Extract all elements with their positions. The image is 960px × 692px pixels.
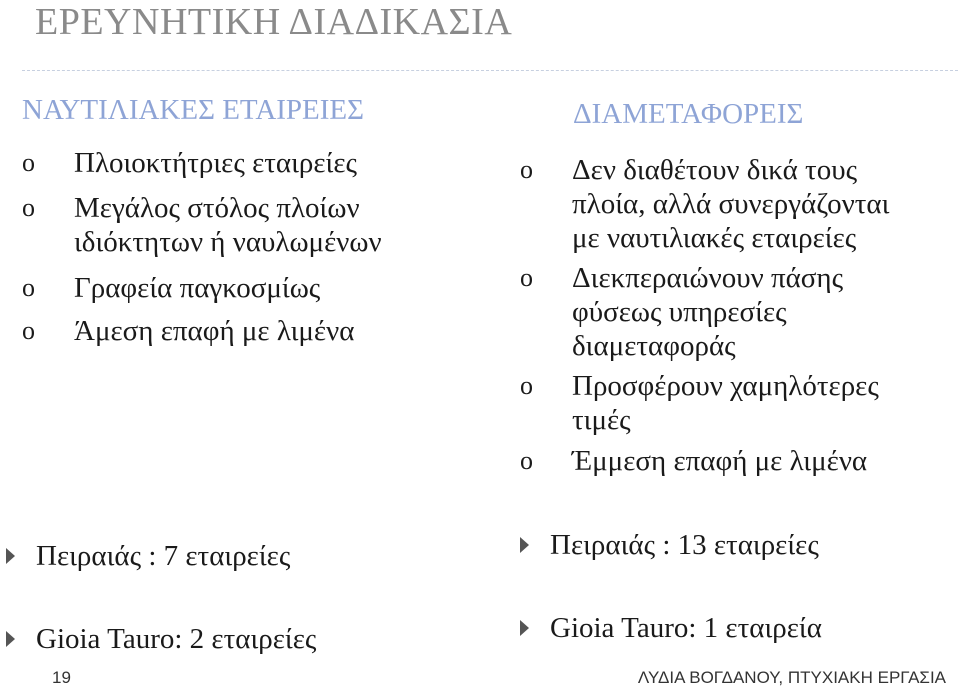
circle-bullet-icon: o bbox=[520, 446, 533, 475]
title-divider bbox=[22, 70, 958, 71]
circle-bullet-icon: o bbox=[22, 273, 35, 302]
left-item-line: ιδιόκτητων ή ναυλωμένων bbox=[74, 226, 382, 258]
right-item-line: Δεν διαθέτουν δικά τους bbox=[572, 154, 858, 186]
left-item-line: Άμεση επαφή με λιμένα bbox=[74, 315, 355, 347]
triangle-bullet-icon bbox=[520, 620, 529, 636]
right-item-line: διαμεταφοράς bbox=[572, 330, 736, 362]
circle-bullet-icon: o bbox=[22, 193, 35, 222]
circle-bullet-icon: o bbox=[520, 155, 533, 184]
right-column-heading: ΔΙΑΜΕΤΑΦΟΡΕΙΣ bbox=[573, 98, 804, 130]
right-item-line: τιμές bbox=[572, 404, 631, 436]
triangle-bullet-icon bbox=[6, 631, 15, 647]
left-item-line: Μεγάλος στόλος πλοίων bbox=[74, 192, 360, 224]
circle-bullet-icon: o bbox=[22, 148, 35, 177]
circle-bullet-icon: o bbox=[22, 316, 35, 345]
right-bullet-text: Πειραιάς : 13 εταιρείες bbox=[550, 529, 819, 561]
right-item-line: φύσεως υπηρεσίες bbox=[572, 296, 787, 328]
triangle-bullet-icon bbox=[520, 537, 529, 553]
footer-author: ΛΥΔΙΑ ΒΟΓΔΑΝΟΥ, ΠΤΥΧΙΑΚΗ ΕΡΓΑΣΙΑ bbox=[637, 668, 946, 687]
circle-bullet-icon: o bbox=[520, 263, 533, 292]
circle-bullet-icon: o bbox=[520, 371, 533, 400]
left-item-line: Πλοιοκτήτριες εταιρείες bbox=[74, 147, 358, 179]
left-bullet-text: Gioia Tauro: 2 εταιρείες bbox=[36, 623, 317, 655]
left-column-heading: ΝΑΥΤΙΛΙΑΚΕΣ ΕΤΑΙΡΕΙΕΣ bbox=[22, 94, 365, 126]
triangle-bullet-icon bbox=[6, 548, 15, 564]
right-item-line: με ναυτιλιακές εταιρείες bbox=[572, 222, 857, 254]
right-item-line: πλοία, αλλά συνεργάζονται bbox=[572, 188, 890, 220]
left-bullet-text: Πειραιάς : 7 εταιρείες bbox=[36, 540, 291, 572]
right-item-line: Έμμεση επαφή με λιμένα bbox=[572, 445, 868, 477]
slide-title: ΕΡΕΥΝΗΤΙΚΗ ΔΙΑΔΙΚΑΣΙΑ bbox=[35, 1, 513, 43]
page-number: 19 bbox=[52, 668, 71, 687]
left-item-line: Γραφεία παγκοσμίως bbox=[74, 272, 321, 304]
right-item-line: Προσφέρουν χαμηλότερες bbox=[572, 370, 879, 402]
right-item-line: Διεκπεραιώνουν πάσης bbox=[572, 262, 844, 294]
right-bullet-text: Gioia Tauro: 1 εταιρεία bbox=[550, 612, 822, 644]
